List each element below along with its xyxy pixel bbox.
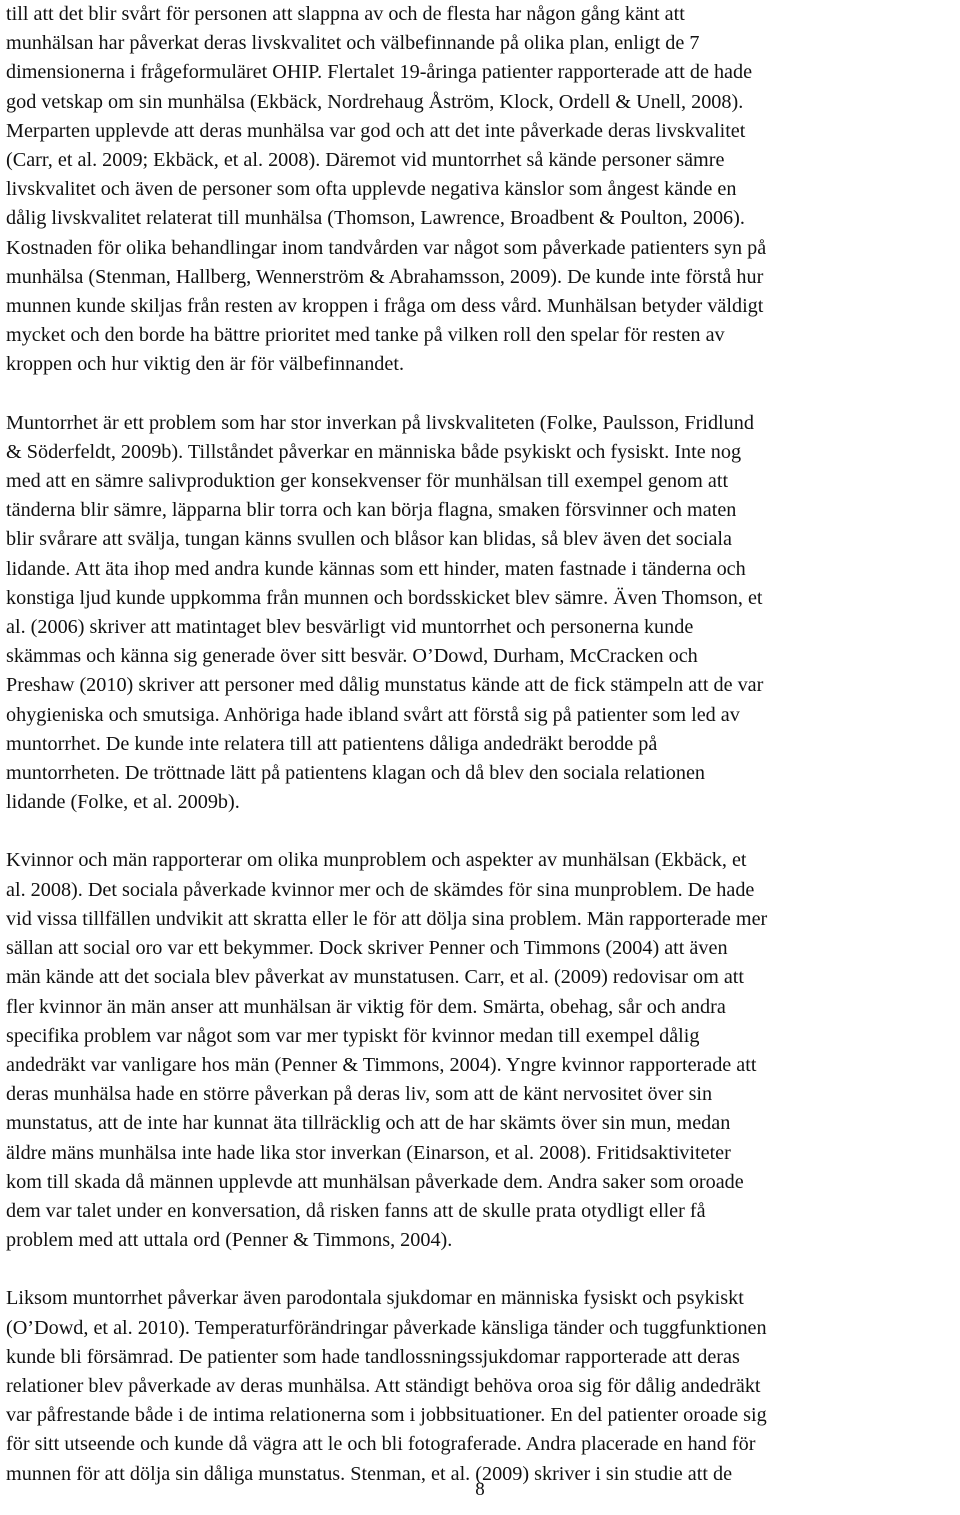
text-line: Liksom muntorrhet påverkar även parodontala sjukdomar en människa fysiskt och psykiskt (6, 1287, 744, 1310)
paragraph-gender-differences (6, 846, 956, 1255)
text-line: deras munhälsa hade en större påverkan på deras liv, som att de känt nervositet över sin (6, 1083, 713, 1106)
paragraph-dry-mouth (6, 409, 956, 818)
text-line: äldre mäns munhälsa inte hade lika stor inverkan (Einarson, et al. 2008). Fritidsaktiviteter (6, 1141, 731, 1164)
text-line: specifika problem var något som var mer typiskt för kvinnor medan till exempel dålig (6, 1024, 700, 1047)
text-line: al. (2006) skriver att matintaget blev besvärligt vid muntorrhet och personerna kunde (6, 616, 694, 639)
text-line: Muntorrhet är ett problem som har stor inverkan på livskvaliteten (Folke, Paulsson, Fridlund (6, 411, 754, 434)
paragraph-spacer (6, 380, 956, 409)
text-line: konstiga ljud kunde uppkomma från munnen och bordsskicket blev sämre. Även Thomson, et (6, 586, 763, 609)
text-line: dålig livskvalitet relaterat till munhälsa (Thomson, Lawrence, Broadbent & Poulton, 2006). (6, 207, 745, 230)
page-number: 8 (475, 1479, 485, 1500)
text-line: lidande (Folke, et al. 2009b). (6, 791, 240, 814)
text-line: (Carr, et al. 2009; Ekbäck, et al. 2008). Däremot vid muntorrhet så kände personer sämre (6, 149, 725, 172)
paragraph-spacer (6, 817, 956, 846)
text-line: munstatus, att de inte har kunnat äta tillräcklig och att de har skämts över sin mun, medan (6, 1112, 731, 1135)
text-line: munnen för att dölja sin dåliga munstatus. Stenman, et al. (2009) skriver i sin studie att de (6, 1462, 733, 1485)
text-line: lidande. Att äta ihop med andra kunde kännas som ett hinder, maten fastnade i tänderna och (6, 557, 746, 580)
text-line: munnen kunde skiljas från resten av kroppen i fråga om dess vård. Munhälsan betyder väldigt (6, 295, 764, 318)
text-line: Kvinnor och män rapporterar om olika munproblem och aspekter av munhälsan (Ekbäck, et (6, 849, 747, 872)
text-line: kroppen och hur viktig den är för välbefinnandet. (6, 353, 405, 376)
paragraph-spacer (6, 1255, 956, 1284)
text-line: Preshaw (2010) skriver att personer med dålig munstatus kände att de fick stämpeln att de var (6, 674, 764, 697)
text-line: problem med att uttala ord (Penner & Timmons, 2004). (6, 1229, 453, 1252)
text-line: Merparten upplevde att deras munhälsa var god och att det inte påverkade deras livskvalitet (6, 119, 746, 142)
text-line: relationer blev påverkade av deras munhälsa. Att ständigt behöva oroa sig för dålig andedräkt (6, 1374, 761, 1397)
text-line: tänderna blir sämre, läpparna blir torra och kan börja flagna, smaken försvinner och maten (6, 499, 737, 522)
text-line: var påfrestande både i de intima relationerna som i jobbsituationer. En del patienter oroade sig (6, 1404, 767, 1427)
text-line: till att det blir svårt för personen att slappna av och de flesta har någon gång känt att (6, 3, 685, 25)
text-line: sällan att social oro var ett bekymmer. Dock skriver Penner och Timmons (2004) att även (6, 937, 728, 960)
text-line: med att en sämre salivproduktion ger konsekvenser för munhälsan till exempel genom att (6, 470, 729, 493)
text-line: vid vissa tillfällen undvikit att skratta eller le för att dölja sina problem. Män rapporterade mer (6, 907, 768, 930)
text-line: ohygieniska och smutsiga. Anhöriga hade ibland svårt att förstå sig på patienter som led av (6, 703, 740, 726)
text-line: muntorrhet. De kunde inte relatera till att patientens dåliga andedräkt berodde på (6, 732, 658, 755)
text-line: män kände att det sociala blev påverkat av munstatusen. Carr, et al. (2009) redovisar om att (6, 966, 745, 989)
text-line: för sitt utseende och kunde då vägra att le och bli fotograferade. Andra placerade en hand för (6, 1433, 756, 1456)
text-line: fler kvinnor än män anser att munhälsan är viktig för dem. Smärta, obehag, sår och andra (6, 995, 726, 1018)
text-line: livskvalitet och även de personer som ofta upplevde negativa känslor som ångest kände en (6, 178, 737, 201)
text-line: kunde bli försämrad. De patienter som hade tandlossningssjukdomar rapporterade att deras (6, 1345, 740, 1368)
text-line: (O’Dowd, et al. 2010). Temperaturförändringar påverkade känsliga tänder och tuggfunktionen (6, 1316, 767, 1339)
text-line: dimensionerna i frågeformuläret OHIP. Flertalet 19-åringa patienter rapporterade att de hade (6, 61, 753, 84)
text-line: skämmas och känna sig generade över sitt besvär. O’Dowd, Durham, McCracken och (6, 645, 698, 668)
text-line: Kostnaden för olika behandlingar inom tandvården var något som påverkade patienters syn på (6, 236, 767, 259)
paragraph-periodontal-disease (6, 1284, 956, 1488)
text-line: andedräkt var vanligare hos män (Penner & Timmons, 2004). Yngre kvinnor rapporterade att (6, 1053, 757, 1076)
text-line: dem var talet under en konversation, då risken fanns att de skulle prata otydligt eller få (6, 1199, 706, 1222)
paragraph-oral-health-quality-of-life (6, 0, 956, 380)
text-line: god vetskap om sin munhälsa (Ekbäck, Nordrehaug Åström, Klock, Ordell & Unell, 2008). (6, 90, 744, 113)
document-page (6, 0, 956, 1489)
text-line: & Söderfeldt, 2009b). Tillståndet påverkar en människa både psykiskt och fysiskt. Inte nog (6, 440, 742, 463)
text-line: munhälsan har påverkat deras livskvalitet och välbefinnande på olika plan, enligt de 7 (6, 32, 700, 55)
text-line: kom till skada då männen upplevde att munhälsan påverkade dem. Andra saker som oroade (6, 1170, 744, 1193)
text-line: mycket och den borde ha bättre prioritet med tanke på vilken roll den spelar för resten av (6, 324, 725, 347)
text-line: munhälsa (Stenman, Hallberg, Wennerström & Abrahamsson, 2009). De kunde inte förstå hur (6, 265, 764, 288)
text-line: blir svårare att svälja, tungan känns svullen och blåsor kan blidas, så blev även det sociala (6, 528, 732, 551)
text-line: al. 2008). Det sociala påverkade kvinnor mer och de skämdes för sina munproblem. De hade (6, 878, 755, 901)
text-line: muntorrheten. De tröttnade lätt på patientens klagan och då blev den sociala relationen (6, 762, 706, 785)
